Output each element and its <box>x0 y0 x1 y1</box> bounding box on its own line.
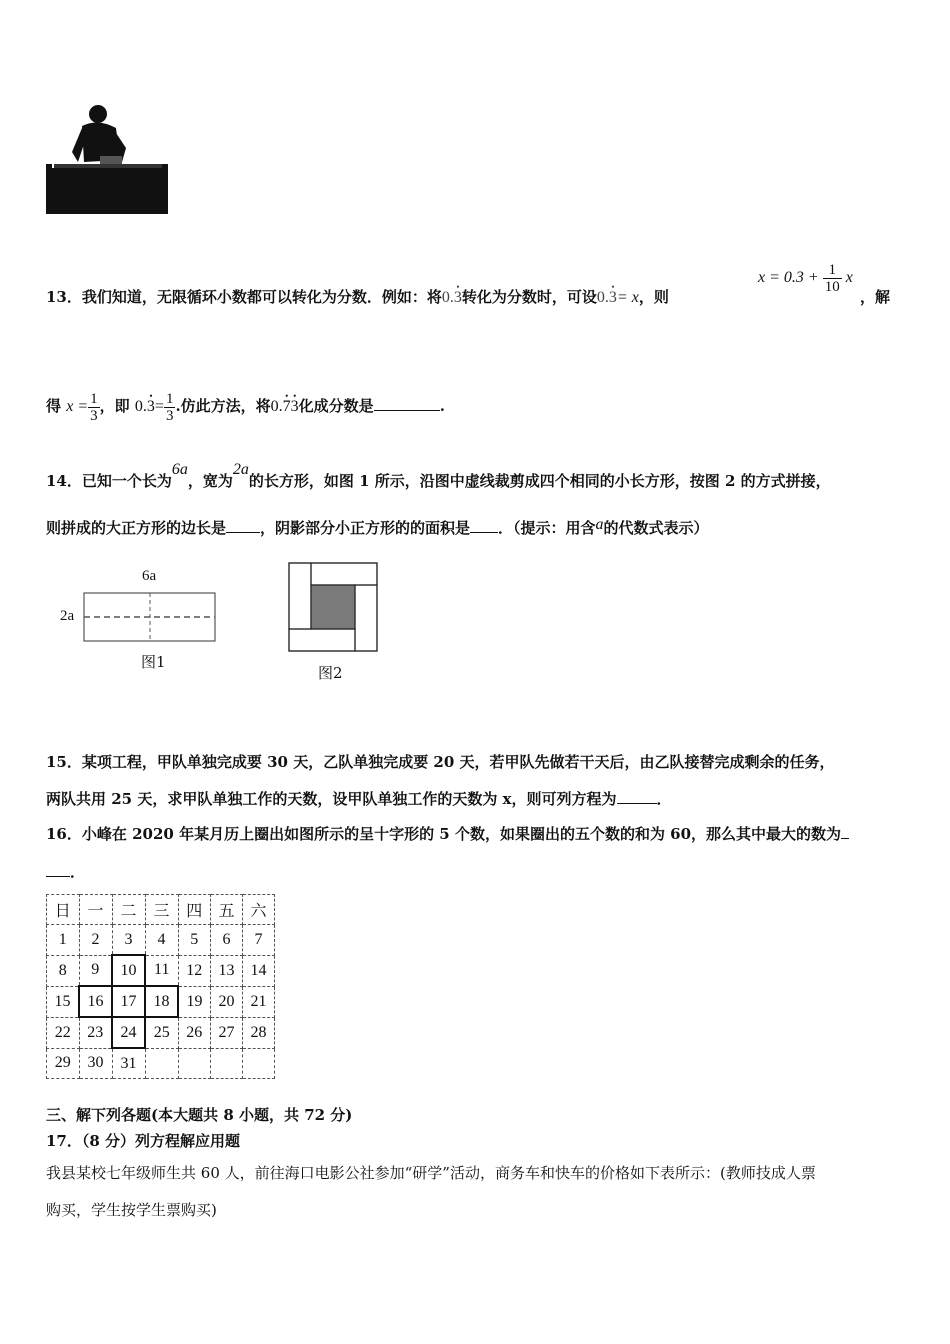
calendar-cell: 11 <box>145 955 178 986</box>
q16-answer-blank-a[interactable] <box>841 824 849 839</box>
calendar-cell: 4 <box>145 925 178 956</box>
q15-line2: 两队共用 25 天，求甲队单独工作的天数，设甲队单独工作的天数为 x，则可列方程为 ． <box>46 790 672 808</box>
calendar-cell <box>211 1048 243 1079</box>
calendar-cell: 28 <box>243 1017 275 1048</box>
calendar-cell <box>243 1048 275 1079</box>
calendar-row <box>47 1048 275 1079</box>
calendar-cell: 1 <box>47 925 80 956</box>
calendar-header-row <box>47 895 275 925</box>
calendar-row <box>47 986 275 1017</box>
q13-answer-blank[interactable] <box>374 396 440 411</box>
calendar-cell-selected: 24 <box>112 1017 145 1048</box>
figure-1 <box>56 566 226 676</box>
q13-line1: 13．我们知道，无限循环小数都可以转化为分数．例如：将0.• 3转化为分数时，可设0.• 3= x，则 <box>46 287 669 308</box>
q14-line1: 14．已知一个长为6a，宽为2a的长方形，如图 1 所示，沿图中虚线裁剪成四个相同的小长方形，按图 2 的方式拼接， <box>46 461 831 490</box>
q13-equation: x = 0.3 + $\frac{1}{10}$ x <box>758 262 853 295</box>
calendar-cell: 19 <box>178 986 211 1017</box>
q14-answer-blank-2[interactable] <box>470 518 498 533</box>
q14-line2: 则拼成的大正方形的边长是 ，阴影部分小正方形的的面积是 ．（提示：用含a的代数式表示） <box>46 516 709 537</box>
q17-line1: 我县某校七年级师生共 60 人，前往海口电影公社参加“研学”活动，商务车和快车的价格如下表所示：(教师技成人票 <box>46 1164 816 1182</box>
fig1-left-label: 2a <box>60 608 75 624</box>
q16-answer-blank-b[interactable] <box>46 862 70 877</box>
shaded-square <box>311 585 355 629</box>
calendar-cell-selected: 16 <box>79 986 112 1017</box>
calendar-cell: 30 <box>79 1048 112 1079</box>
calendar-cell: 22 <box>47 1017 80 1048</box>
q13-line2: 得 x = $\frac{1}{3}$ ，即 0.• 3= $\frac{1}{3}$ .仿此方法，将0.• 7• 3化成分数是 . <box>46 386 445 427</box>
figure-2 <box>286 560 386 685</box>
fig2-caption: 图2 <box>318 664 343 682</box>
calendar-header: 一 <box>79 895 112 925</box>
calendar-header: 四 <box>178 895 211 925</box>
fig1-top-label: 6a <box>142 568 157 584</box>
calendar-header: 日 <box>47 895 80 925</box>
calendar-cell: 6 <box>211 925 243 956</box>
q15-answer-blank[interactable] <box>617 789 657 804</box>
calendar-header: 二 <box>112 895 145 925</box>
q14-answer-blank-1[interactable] <box>226 518 260 533</box>
calendar-row <box>47 955 275 986</box>
calendar-cell: 14 <box>243 955 275 986</box>
calendar-row <box>47 1017 275 1048</box>
calendar-cell: 20 <box>211 986 243 1017</box>
calendar-cell: 12 <box>178 955 211 986</box>
calendar-cell: 9 <box>79 955 112 986</box>
calendar-cell: 21 <box>243 986 275 1017</box>
calendar-header: 六 <box>243 895 275 925</box>
calendar-cell <box>178 1048 211 1079</box>
calendar-cell: 29 <box>47 1048 80 1079</box>
calendar-cell: 23 <box>79 1017 112 1048</box>
calendar-cell: 5 <box>178 925 211 956</box>
calendar-cell: 15 <box>47 986 80 1017</box>
calendar-cell: 2 <box>79 925 112 956</box>
calendar-cell: 27 <box>211 1017 243 1048</box>
q17-line2: 购买，学生按学生票购买) <box>46 1201 217 1219</box>
calendar-cell: 13 <box>211 955 243 986</box>
calendar-cell-selected: 18 <box>145 986 178 1017</box>
calendar-cell: 25 <box>145 1017 178 1048</box>
calendar-cell: 8 <box>47 955 80 986</box>
calendar-header: 三 <box>145 895 178 925</box>
section-3-title: 三、解下列各题(本大题共 8 小题，共 72 分) <box>46 1106 353 1124</box>
calendar-cell: 3 <box>112 925 145 956</box>
calendar-cell <box>145 1048 178 1079</box>
calendar-table <box>46 894 275 1079</box>
calendar-header: 五 <box>211 895 243 925</box>
calendar-cell: 17 <box>112 986 145 1017</box>
fig1-caption: 图1 <box>141 653 166 671</box>
calendar-cell: 26 <box>178 1017 211 1048</box>
worker-illustration <box>44 104 170 216</box>
calendar-row <box>47 925 275 956</box>
q17-title: 17．（8 分）列方程解应用题 <box>46 1132 241 1150</box>
q16-line1: 16．小峰在 2020 年某月历上圈出如图所示的呈十字形的 5 个数，如果圈出的五个数的和为 60，那么其中最大的数为 <box>46 824 849 844</box>
calendar-cell: 31 <box>112 1048 145 1079</box>
calendar-cell: 7 <box>243 925 275 956</box>
q13-line1-end: ，解 <box>860 288 891 306</box>
q16-line2: ． <box>46 862 85 882</box>
calendar-cell-selected: 10 <box>112 955 145 986</box>
q15-line1: 15．某项工程，甲队单独完成要 30 天，乙队单独完成要 20 天，若甲队先做若干天后，由乙队接替完成剩余的任务， <box>46 753 835 771</box>
